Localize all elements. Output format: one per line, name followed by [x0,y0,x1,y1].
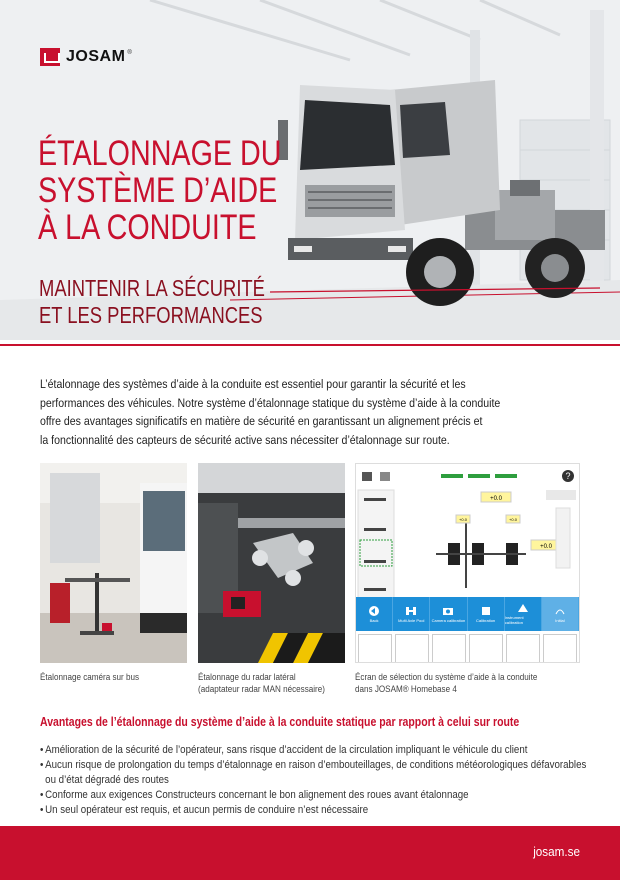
list-item: • Conforme aux exigences Constructeurs concernant le bon alignement des roues avant étalonnage [40,788,608,803]
caption-line: Étalonnage caméra sur bus [40,672,140,682]
intro-paragraph [40,375,590,449]
instrument-calibration-label: Instrument calibration [504,615,524,625]
advantages-list [40,743,608,818]
thumbnail[interactable] [395,634,429,663]
app-status-icons [441,471,521,481]
value-front: +0.0 [490,496,502,502]
calibration-button[interactable] [468,597,505,631]
thumbnail[interactable] [506,634,540,663]
radar-photo-image [198,463,345,663]
calibration-thumbnails [356,634,579,663]
axle-icon [405,606,417,616]
page-title [38,135,281,246]
intro-line: offre des avantages significatifs en matière de sécurité en garantissant un alignement précis et [40,414,483,428]
side-radar-photo [198,463,345,663]
bus-photo-image [40,463,187,663]
svg-text:?: ? [565,471,571,481]
radar-icon [554,606,566,616]
intro-line: L’étalonnage des systèmes d’aide à la conduite est essentiel pour garantir la sécurité et les [40,377,466,391]
footer-bar [0,826,620,880]
thumbnail[interactable] [469,634,503,663]
help-icon[interactable] [561,469,575,483]
back-label: Back [369,617,379,623]
camera-calibration-button[interactable] [430,597,467,631]
app-toolbar [356,464,579,488]
camera-icon [442,606,454,616]
josam-logo[interactable] [40,48,132,66]
registered-mark: ® [127,50,132,56]
hero-divider [0,344,620,346]
back-button[interactable] [356,597,393,631]
thumbnail[interactable] [543,634,577,663]
caption-line: dans JOSAM® Homebase 4 [355,684,457,694]
logo-text: JOSAM [66,48,126,65]
back-icon [368,606,380,616]
instrument-icon [517,603,529,613]
axle-diagram-image [356,488,579,610]
calibration-label: Calibration [476,617,496,623]
bus-caption [40,671,139,683]
subtitle-line: ET LES PERFORMANCES [39,302,263,328]
caption-line: Étalonnage du radar latéral [198,672,296,682]
list-item: • Un seul opérateur est requis, et aucun permis de conduire n’est nécessaire [40,803,608,818]
thumbnail[interactable] [432,634,466,663]
instrument-calibration-button[interactable] [505,597,542,631]
value-rear: +0.0 [540,544,552,550]
josam-logo-mark [40,48,60,66]
bus-camera-photo [40,463,187,663]
title-line: SYSTÈME D’AIDE [38,171,278,210]
list-item: • Aucun risque de prolongation du temps d’étalonnage en raison d’embouteillages, de conditions météorologiques défavorables [40,758,608,773]
app-home-icon[interactable] [360,469,400,483]
initial-label: Initial [555,617,565,623]
advantages-heading: Avantages de l’étalonnage du système d’aide à la conduite statique par rapport à celui sur route [40,715,520,729]
title-line: ÉTALONNAGE DU [38,134,282,173]
intro-line: la fonctionnalité des capteurs de sécurité active sans nécessiter d’étalonnage sur route. [40,432,450,447]
subtitle-line: MAINTENIR LA SÉCURITÉ [39,275,265,301]
hero-banner [0,0,620,340]
list-item-continuation: ou d’état dégradé des routes [45,774,169,786]
axle-diagram [356,488,579,610]
camera-calibration-label: Camera calibration [431,617,466,623]
multi-axle-button[interactable] [393,597,430,631]
radar-caption [198,671,325,695]
title-line: À LA CONDUITE [38,208,257,247]
value-left: +0.0 [459,517,467,522]
multi-axle-label: Multi Axle Pool [398,617,425,623]
calibration-icon [480,606,492,616]
intro-line: performances des véhicules. Notre système d’étalonnage statique du système d’aide à la conduite [40,395,501,410]
value-right: +0.0 [509,517,517,522]
homebase-screen [355,463,580,663]
list-item: • Amélioration de la sécurité de l’opérateur, sans risque d’accident de la circulation impliquant le véhicule du client [40,743,608,758]
caption-line: (adaptateur radar MAN nécessaire) [198,684,325,694]
initial-button[interactable] [542,597,579,631]
screen-caption [355,671,537,695]
app-nav-bar [356,597,579,631]
thumbnail[interactable] [358,634,392,663]
caption-line: Écran de sélection du système d’aide à la conduite [355,672,538,682]
truck-image [270,60,610,330]
page-subtitle [39,275,265,329]
website-link[interactable]: josam.se [533,844,580,859]
